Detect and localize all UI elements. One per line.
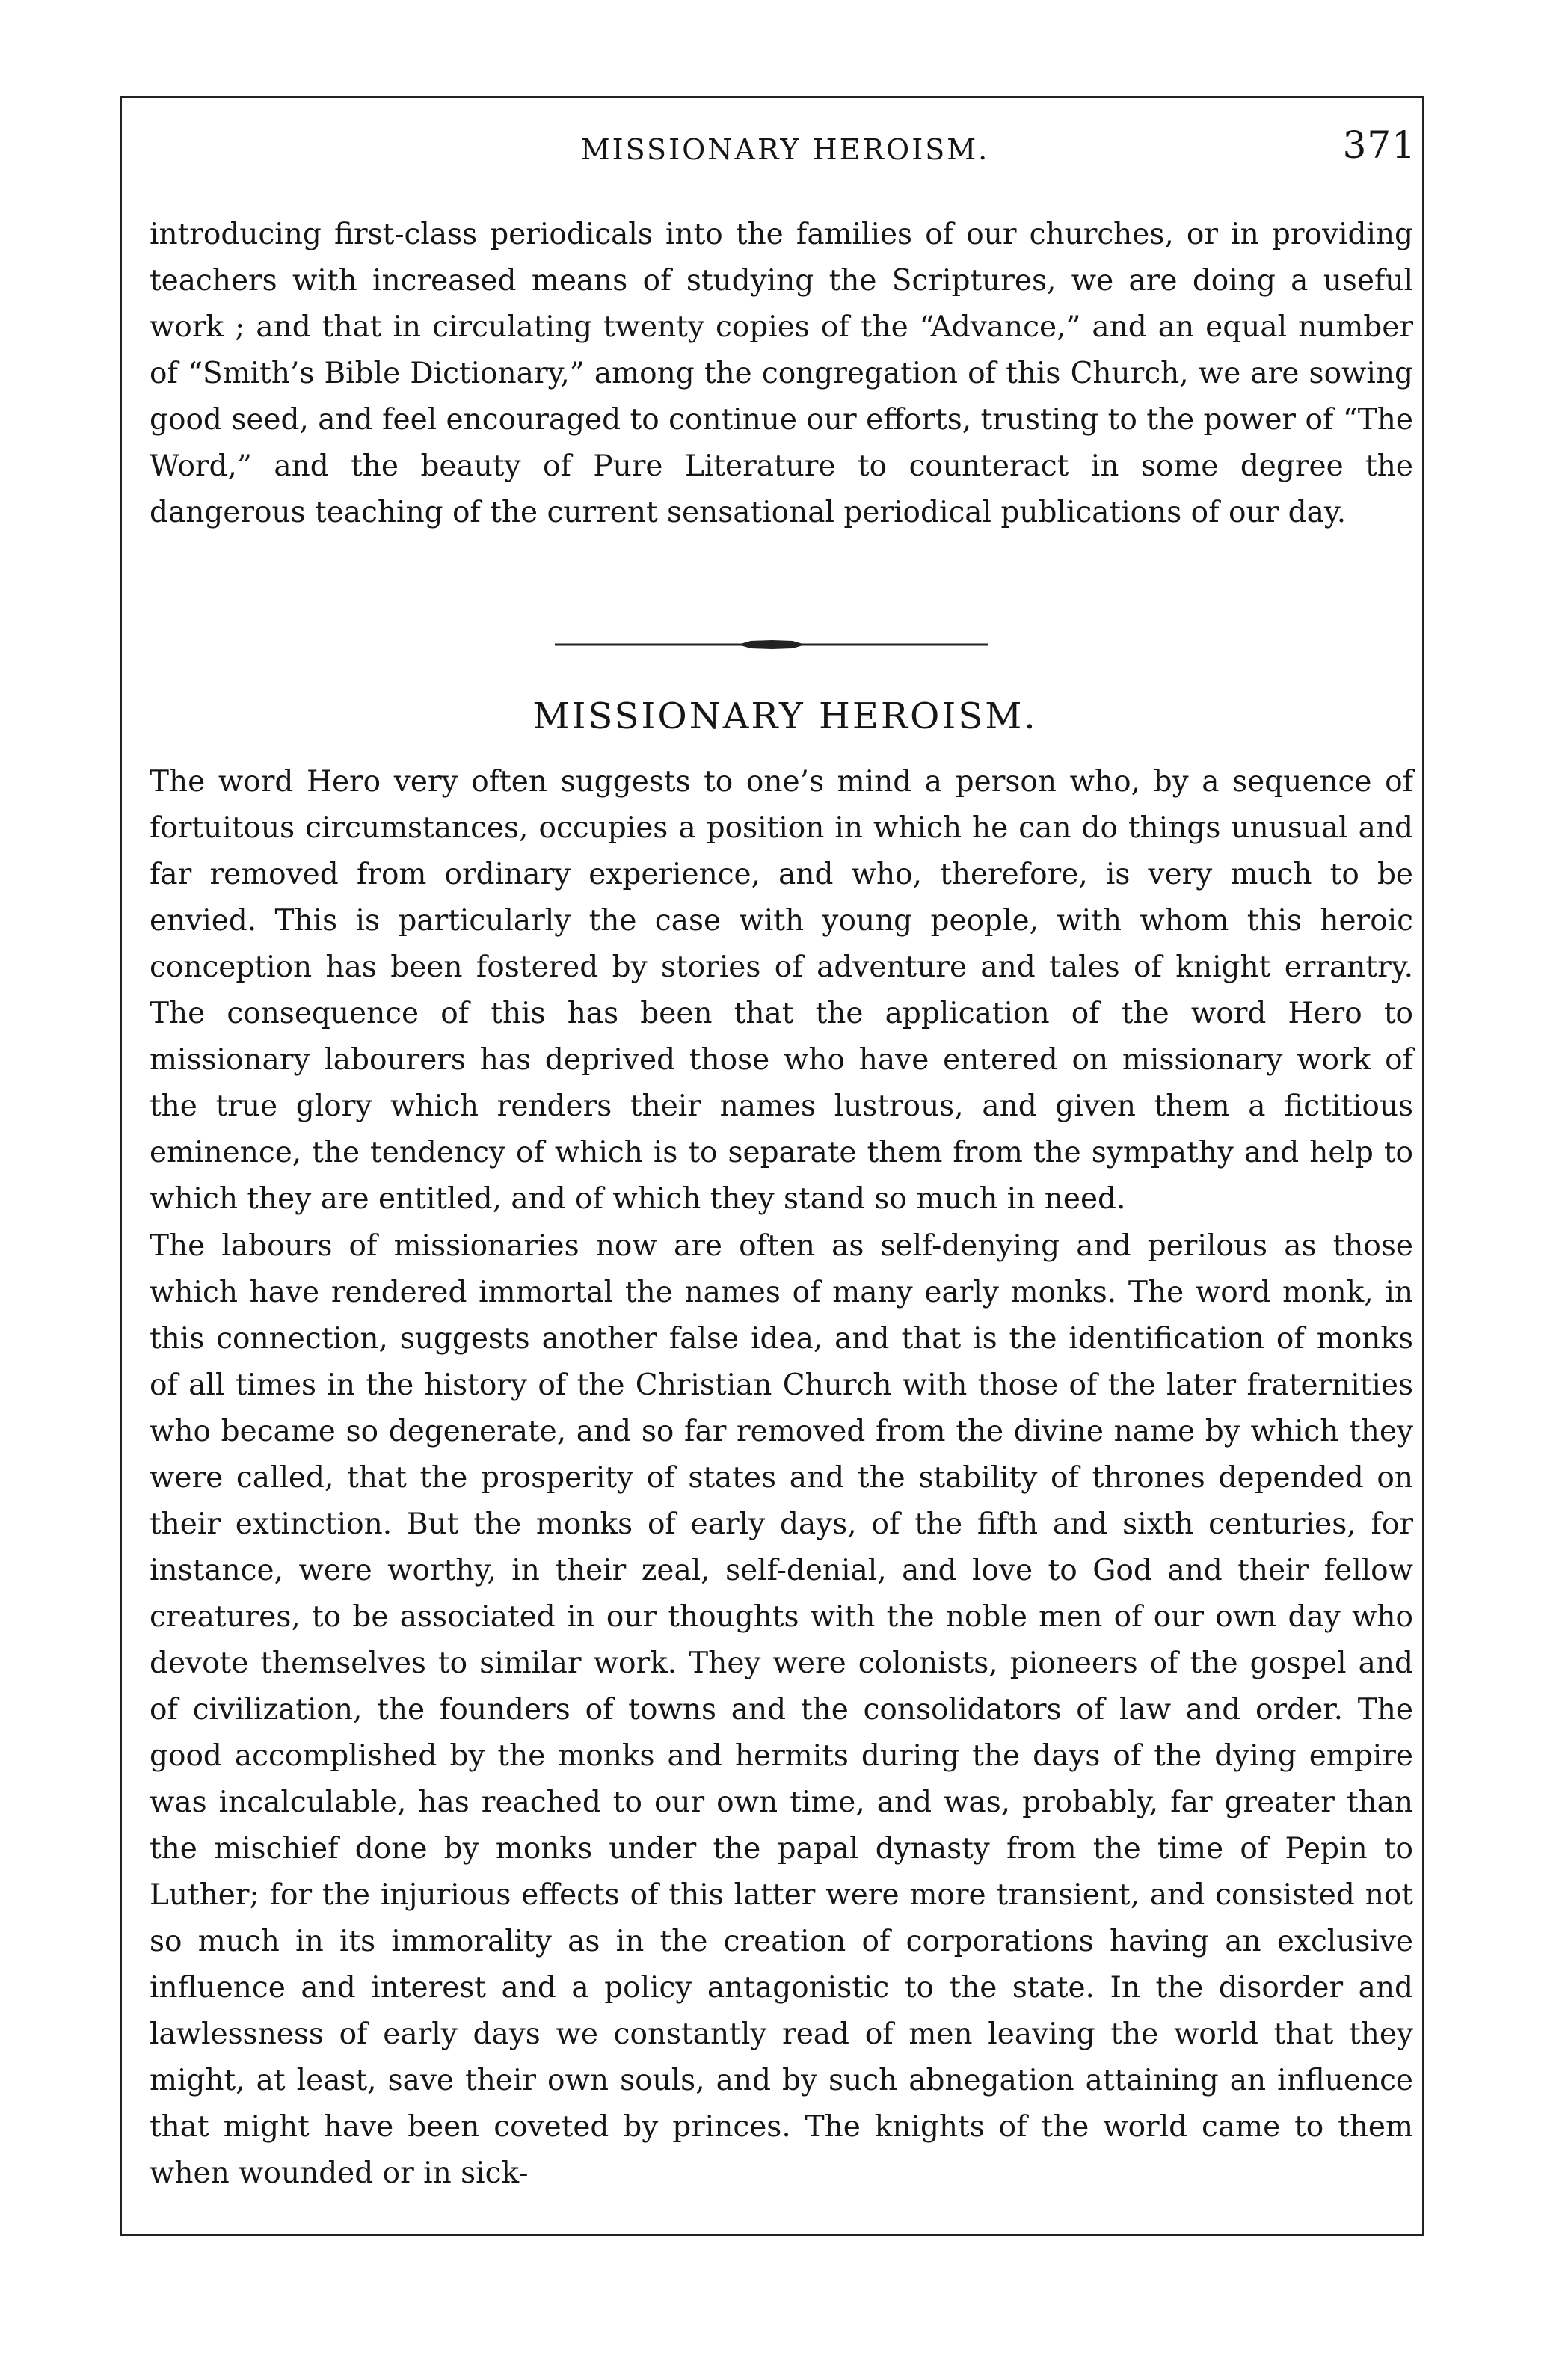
page-frame-left-rule xyxy=(120,96,122,2234)
article-title: MISSIONARY HEROISM. xyxy=(532,695,1038,737)
page-frame-top-rule xyxy=(120,96,1424,98)
page-number: 371 xyxy=(1342,123,1416,167)
body-paragraph-2: The labours of missionaries now are often as self-denying and perilous as those which have rendered immortal the names of many early monks. The word monk, in this connection, suggests another false idea, and that is the identification of monks of all times in the history of the Christian Church with those of the later fraternities who became so degenerate, and so far removed from the divine name by which they were called, that the prosperity of states and the stability of thrones depended on their extinction. But the monks of early days, of the fifth and sixth centuries, for instance, were worthy, in their zeal, self-denial, and love to God and their fellow creatures, to be associated in our thoughts with the noble men of our own day who devote themselves to similar work. They were colonists, pioneers of the gospel and of civilization, the founders of towns and the consolidators of law and order. The good accomplished by the monks and hermits during the days of the dying empire was incalculable, has reached to our own time, and was, probably, far greater than the mischief done by monks under the papal dynasty from the time of Pepin to Luther; for the injurious effects of this latter were more transient, and consisted not so much in its immorality as in the creation of corporations having an exclusive influence and interest and a policy antagonistic to the state. In the disorder and lawlessness of early days we constantly read of men leaving the world that they might, at least, save their own souls, and by such abnegation attaining an influence that might have been coveted by princes. The knights of the world came to them when wounded or in sick- xyxy=(150,1229,1413,2190)
body-paragraph-1: The word Hero very often suggests to one’s mind a person who, by a sequence of fortuitous circumstances, occupies a position in which he can do things unusual and far removed from ordinary experience, and who, therefore, is very much to be envied. This is particularly the case with young people, with whom this heroic conception has been fostered by stories of adventure and tales of knight errantry. The consequence of this has been that the application of the word Hero to missionary labourers has deprived those who have entered on missionary work of the true glory which renders their names lustrous, and given them a fictitious eminence, the tendency of which is to separate them from the sympathy and help to which they are entitled, and of which they stand so much in need. xyxy=(150,765,1413,1216)
page-frame-bottom-rule xyxy=(120,2234,1424,2236)
page-frame-right-rule xyxy=(1422,96,1424,2234)
section-divider-ornament xyxy=(555,640,988,649)
running-head-title: MISSIONARY HEROISM. xyxy=(580,133,990,166)
intro-paragraph: introducing first-class periodicals into the families of our churches, or in providing teachers with increased means of studying the Scriptures, we are doing a useful work ; and that in circulating twenty copies of the “Advance,” and an equal number of “Smith’s Bible Dictionary,” among the congregation of this Church, we are sowing good seed, and feel encouraged to continue our efforts, trusting to the power of “The Word,” and the beauty of Pure Literature to counteract in some degree the dangerous teaching of the current sensational periodical publications of our day. xyxy=(150,218,1413,529)
